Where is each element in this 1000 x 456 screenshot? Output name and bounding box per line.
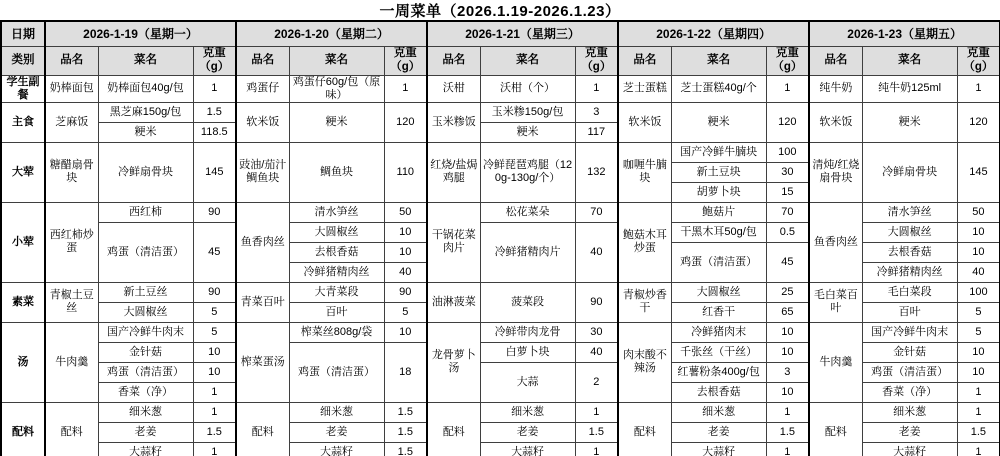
weight-cell-day-1: 118.5 <box>193 122 236 142</box>
dish-cell-day-3: 菠菜段 <box>480 282 575 322</box>
dish-cell-day-3: 白萝卜块 <box>480 342 575 362</box>
weight-cell-day-4: 1 <box>766 442 809 456</box>
weight-cell-day-4: 25 <box>766 282 809 302</box>
item-cell-day-3: 红烧/盐焗鸡腿 <box>427 142 480 202</box>
date-label-cell: 日期 <box>1 21 45 47</box>
date-header-row <box>1 21 1000 47</box>
dish-cell-day-4: 新土豆块 <box>671 162 766 182</box>
weight-cell-day-1: 90 <box>193 282 236 302</box>
menu-row <box>1 402 1000 422</box>
weight-cell-day-3: 132 <box>575 142 618 202</box>
weight-cell-day-3: 1 <box>575 402 618 422</box>
dish-cell-day-1: 大圆椒丝 <box>98 302 193 322</box>
dish-cell-day-3: 粳米 <box>480 122 575 142</box>
weight-cell-day-4: 65 <box>766 302 809 322</box>
dish-cell-day-4: 千张丝（干丝） <box>671 342 766 362</box>
dish-cell-day-4: 红香干 <box>671 302 766 322</box>
col-header-weight-day-5: 克重（g） <box>957 47 1000 76</box>
dish-cell-day-2: 鸡蛋（清洁蛋） <box>289 342 384 402</box>
weight-cell-day-5: 40 <box>957 262 1000 282</box>
item-cell-day-1: 青椒土豆丝 <box>45 282 98 322</box>
dish-cell-day-2: 大圆椒丝 <box>289 222 384 242</box>
category-cell: 配料 <box>1 402 45 456</box>
dish-cell-day-4: 胡萝卜块 <box>671 182 766 202</box>
weight-cell-day-2: 10 <box>384 242 427 262</box>
weight-cell-day-1: 5 <box>193 322 236 342</box>
dish-cell-day-4: 大圆椒丝 <box>671 282 766 302</box>
dish-cell-day-3: 冷鲜猪精肉片 <box>480 222 575 282</box>
weight-cell-day-5: 1 <box>957 75 1000 102</box>
item-cell-day-5: 毛白菜百叶 <box>809 282 862 322</box>
dish-cell-day-5: 老姜 <box>862 422 957 442</box>
weight-cell-day-2: 10 <box>384 222 427 242</box>
dish-cell-day-3: 大蒜籽 <box>480 442 575 456</box>
dish-cell-day-1: 西红柿 <box>98 202 193 222</box>
item-cell-day-2: 鸡蛋仔 <box>236 75 289 102</box>
item-cell-day-4: 软米饭 <box>618 102 671 142</box>
dish-cell-day-3: 松花菜朵 <box>480 202 575 222</box>
dish-cell-day-4: 细米葱 <box>671 402 766 422</box>
item-cell-day-5: 配料 <box>809 402 862 456</box>
dish-cell-day-2: 百叶 <box>289 302 384 322</box>
category-cell: 大荤 <box>1 142 45 202</box>
col-header-item-day-3: 品名 <box>427 47 480 76</box>
weight-cell-day-1: 10 <box>193 342 236 362</box>
dish-cell-day-3: 沃柑（个） <box>480 75 575 102</box>
col-header-dish-day-2: 菜名 <box>289 47 384 76</box>
dish-cell-day-2: 大蒜籽 <box>289 442 384 456</box>
weight-cell-day-2: 1.5 <box>384 442 427 456</box>
dish-cell-day-1: 粳米 <box>98 122 193 142</box>
category-cell: 汤 <box>1 322 45 402</box>
item-cell-day-4: 青椒炒香干 <box>618 282 671 322</box>
weight-cell-day-4: 10 <box>766 322 809 342</box>
date-header-day-4: 2026-1-22（星期四） <box>618 21 809 47</box>
dish-cell-day-2: 粳米 <box>289 102 384 142</box>
item-cell-day-2: 豉油/茄汁鲷鱼块 <box>236 142 289 202</box>
weight-cell-day-2: 18 <box>384 342 427 402</box>
dish-cell-day-1: 细米葱 <box>98 402 193 422</box>
weight-cell-day-3: 40 <box>575 342 618 362</box>
weight-cell-day-3: 1 <box>575 442 618 456</box>
weight-cell-day-1: 1 <box>193 402 236 422</box>
weight-cell-day-5: 10 <box>957 342 1000 362</box>
dish-cell-day-4: 干黑木耳50g/包 <box>671 222 766 242</box>
dish-cell-day-3: 老姜 <box>480 422 575 442</box>
weight-cell-day-2: 1 <box>384 75 427 102</box>
dish-cell-day-1: 金针菇 <box>98 342 193 362</box>
page-title: 一周菜单（2026.1.19-2026.1.23） <box>379 2 621 20</box>
category-cell: 学生副餐 <box>1 75 45 102</box>
menu-row <box>1 102 1000 122</box>
dish-cell-day-5: 国产冷鲜牛肉末 <box>862 322 957 342</box>
weight-cell-day-5: 10 <box>957 222 1000 242</box>
dish-cell-day-1: 奶棒面包40g/包 <box>98 75 193 102</box>
weight-cell-day-1: 10 <box>193 362 236 382</box>
item-cell-day-1: 西红柿炒蛋 <box>45 202 98 282</box>
weight-cell-day-4: 1 <box>766 75 809 102</box>
dish-cell-day-4: 去根香菇 <box>671 382 766 402</box>
dish-cell-day-5: 纯牛奶125ml <box>862 75 957 102</box>
dish-cell-day-3: 玉米糁150g/包 <box>480 102 575 122</box>
col-header-dish-day-4: 菜名 <box>671 47 766 76</box>
dish-cell-day-3: 大蒜 <box>480 362 575 402</box>
item-cell-day-3: 配料 <box>427 402 480 456</box>
weight-cell-day-3: 117 <box>575 122 618 142</box>
weight-cell-day-2: 1.5 <box>384 402 427 422</box>
menu-row <box>1 202 1000 222</box>
item-cell-day-4: 肉末酸不辣汤 <box>618 322 671 402</box>
dish-cell-day-1: 老姜 <box>98 422 193 442</box>
weight-cell-day-4: 100 <box>766 142 809 162</box>
weight-cell-day-2: 1.5 <box>384 422 427 442</box>
weight-cell-day-5: 10 <box>957 242 1000 262</box>
col-header-weight-day-3: 克重（g） <box>575 47 618 76</box>
col-header-dish-day-5: 菜名 <box>862 47 957 76</box>
dish-cell-day-1: 香菜（净） <box>98 382 193 402</box>
item-cell-day-1: 牛肉羹 <box>45 322 98 402</box>
dish-cell-day-2: 清水笋丝 <box>289 202 384 222</box>
weight-cell-day-5: 100 <box>957 282 1000 302</box>
weight-cell-day-3: 3 <box>575 102 618 122</box>
col-header-item-day-1: 品名 <box>45 47 98 76</box>
dish-cell-day-2: 细米葱 <box>289 402 384 422</box>
weight-cell-day-3: 70 <box>575 202 618 222</box>
date-header-day-1: 2026-1-19（星期一） <box>45 21 236 47</box>
item-cell-day-5: 牛肉羹 <box>809 322 862 402</box>
dish-cell-day-5: 毛白菜段 <box>862 282 957 302</box>
dish-cell-day-5: 粳米 <box>862 102 957 142</box>
menu-row <box>1 75 1000 102</box>
col-header-item-day-2: 品名 <box>236 47 289 76</box>
weight-cell-day-4: 70 <box>766 202 809 222</box>
dish-cell-day-4: 鲍菇片 <box>671 202 766 222</box>
weight-cell-day-4: 45 <box>766 242 809 282</box>
dish-cell-day-1: 黑芝麻150g/包 <box>98 102 193 122</box>
dish-cell-day-4: 国产冷鲜牛腩块 <box>671 142 766 162</box>
item-cell-day-3: 油淋菠菜 <box>427 282 480 322</box>
weight-cell-day-3: 2 <box>575 362 618 402</box>
weight-cell-day-2: 5 <box>384 302 427 322</box>
item-cell-day-4: 鲍菇木耳炒蛋 <box>618 202 671 282</box>
dish-cell-day-3: 冷鲜带肉龙骨 <box>480 322 575 342</box>
dish-cell-day-5: 香菜（净） <box>862 382 957 402</box>
menu-row <box>1 322 1000 342</box>
weight-cell-day-5: 145 <box>957 142 1000 202</box>
item-cell-day-3: 玉米糁饭 <box>427 102 480 142</box>
weight-cell-day-1: 1 <box>193 442 236 456</box>
dish-cell-day-4: 大蒜籽 <box>671 442 766 456</box>
dish-cell-day-4: 粳米 <box>671 102 766 142</box>
weight-cell-day-3: 90 <box>575 282 618 322</box>
item-cell-day-5: 纯牛奶 <box>809 75 862 102</box>
dish-cell-day-5: 百叶 <box>862 302 957 322</box>
dish-cell-day-5: 金针菇 <box>862 342 957 362</box>
item-cell-day-2: 青菜百叶 <box>236 282 289 322</box>
weight-cell-day-2: 50 <box>384 202 427 222</box>
dish-cell-day-3: 细米葱 <box>480 402 575 422</box>
item-cell-day-4: 咖喱牛腩块 <box>618 142 671 202</box>
dish-cell-day-3: 冷鲜琵琶鸡腿（120g-130g/个） <box>480 142 575 202</box>
dish-cell-day-5: 去根香菇 <box>862 242 957 262</box>
menu-table <box>0 20 1000 456</box>
category-label-cell: 类别 <box>1 47 45 76</box>
weight-cell-day-3: 30 <box>575 322 618 342</box>
dish-cell-day-2: 榨菜丝808g/袋 <box>289 322 384 342</box>
dish-cell-day-5: 鸡蛋（清洁蛋） <box>862 362 957 382</box>
weight-cell-day-5: 10 <box>957 362 1000 382</box>
weight-cell-day-4: 1.5 <box>766 422 809 442</box>
item-cell-day-2: 鱼香肉丝 <box>236 202 289 282</box>
weight-cell-day-5: 1 <box>957 442 1000 456</box>
dish-cell-day-2: 鲷鱼块 <box>289 142 384 202</box>
weight-cell-day-1: 5 <box>193 302 236 322</box>
weight-cell-day-1: 1.5 <box>193 102 236 122</box>
weight-cell-day-4: 15 <box>766 182 809 202</box>
col-header-weight-day-4: 克重（g） <box>766 47 809 76</box>
weight-cell-day-1: 1 <box>193 75 236 102</box>
date-header-day-3: 2026-1-21（星期三） <box>427 21 618 47</box>
dish-cell-day-2: 冷鲜猪精肉丝 <box>289 262 384 282</box>
dish-cell-day-5: 大蒜籽 <box>862 442 957 456</box>
menu-table-body <box>1 75 1000 456</box>
weight-cell-day-5: 5 <box>957 322 1000 342</box>
item-cell-day-4: 配料 <box>618 402 671 456</box>
weight-cell-day-2: 90 <box>384 282 427 302</box>
dish-cell-day-4: 冷鲜猪肉末 <box>671 322 766 342</box>
weight-cell-day-2: 120 <box>384 102 427 142</box>
category-cell: 主食 <box>1 102 45 142</box>
weight-cell-day-5: 5 <box>957 302 1000 322</box>
col-header-item-day-5: 品名 <box>809 47 862 76</box>
weight-cell-day-1: 90 <box>193 202 236 222</box>
weight-cell-day-5: 1.5 <box>957 422 1000 442</box>
dish-cell-day-2: 去根香菇 <box>289 242 384 262</box>
dish-cell-day-5: 大圆椒丝 <box>862 222 957 242</box>
dish-cell-day-1: 鸡蛋（清洁蛋） <box>98 222 193 282</box>
dish-cell-day-1: 冷鲜扇骨块 <box>98 142 193 202</box>
item-cell-day-5: 清炖/红烧扇骨块 <box>809 142 862 202</box>
date-header-day-5: 2026-1-23（星期五） <box>809 21 1000 47</box>
weight-cell-day-4: 0.5 <box>766 222 809 242</box>
col-header-dish-day-1: 菜名 <box>98 47 193 76</box>
weight-cell-day-4: 120 <box>766 102 809 142</box>
category-cell: 素菜 <box>1 282 45 322</box>
weight-cell-day-1: 1 <box>193 382 236 402</box>
dish-cell-day-5: 清水笋丝 <box>862 202 957 222</box>
dish-cell-day-5: 冷鲜扇骨块 <box>862 142 957 202</box>
weight-cell-day-1: 1.5 <box>193 422 236 442</box>
weight-cell-day-5: 120 <box>957 102 1000 142</box>
weight-cell-day-4: 10 <box>766 342 809 362</box>
weight-cell-day-5: 50 <box>957 202 1000 222</box>
dish-cell-day-4: 红薯粉条400g/包 <box>671 362 766 382</box>
dish-cell-day-4: 鸡蛋（清洁蛋） <box>671 242 766 282</box>
item-cell-day-2: 配料 <box>236 402 289 456</box>
weight-cell-day-4: 1 <box>766 402 809 422</box>
dish-cell-day-5: 冷鲜猪精肉丝 <box>862 262 957 282</box>
dish-cell-day-4: 老姜 <box>671 422 766 442</box>
dish-cell-day-1: 鸡蛋（清洁蛋） <box>98 362 193 382</box>
weight-cell-day-2: 40 <box>384 262 427 282</box>
menu-row <box>1 282 1000 302</box>
dish-cell-day-4: 芝士蛋糕40g/个 <box>671 75 766 102</box>
dish-cell-day-1: 新土豆丝 <box>98 282 193 302</box>
item-cell-day-5: 鱼香肉丝 <box>809 202 862 282</box>
item-cell-day-1: 配料 <box>45 402 98 456</box>
dish-cell-day-5: 细米葱 <box>862 402 957 422</box>
col-header-weight-day-2: 克重（g） <box>384 47 427 76</box>
date-header-day-2: 2026-1-20（星期二） <box>236 21 427 47</box>
weight-cell-day-4: 3 <box>766 362 809 382</box>
item-cell-day-3: 干锅花菜肉片 <box>427 202 480 282</box>
weight-cell-day-5: 1 <box>957 382 1000 402</box>
item-cell-day-3: 沃柑 <box>427 75 480 102</box>
weight-cell-day-5: 1 <box>957 402 1000 422</box>
col-header-weight-day-1: 克重（g） <box>193 47 236 76</box>
weight-cell-day-3: 1 <box>575 75 618 102</box>
item-cell-day-5: 软米饭 <box>809 102 862 142</box>
weight-cell-day-3: 1.5 <box>575 422 618 442</box>
weight-cell-day-3: 40 <box>575 222 618 282</box>
item-cell-day-1: 糖醋扇骨块 <box>45 142 98 202</box>
menu-row <box>1 142 1000 162</box>
weight-cell-day-4: 30 <box>766 162 809 182</box>
item-cell-day-2: 软米饭 <box>236 102 289 142</box>
category-cell: 小荤 <box>1 202 45 282</box>
item-cell-day-3: 龙骨萝卜汤 <box>427 322 480 402</box>
weight-cell-day-2: 10 <box>384 322 427 342</box>
weight-cell-day-1: 145 <box>193 142 236 202</box>
weight-cell-day-2: 110 <box>384 142 427 202</box>
dish-cell-day-1: 国产冷鲜牛肉末 <box>98 322 193 342</box>
col-header-dish-day-3: 菜名 <box>480 47 575 76</box>
item-cell-day-1: 芝麻饭 <box>45 102 98 142</box>
dish-cell-day-2: 大青菜段 <box>289 282 384 302</box>
weight-cell-day-4: 10 <box>766 382 809 402</box>
col-header-item-day-4: 品名 <box>618 47 671 76</box>
weight-cell-day-1: 45 <box>193 222 236 282</box>
dish-cell-day-1: 大蒜籽 <box>98 442 193 456</box>
dish-cell-day-2: 鸡蛋仔60g/包（原味） <box>289 75 384 102</box>
dish-cell-day-2: 老姜 <box>289 422 384 442</box>
item-cell-day-1: 奶棒面包 <box>45 75 98 102</box>
column-header-row <box>1 47 1000 76</box>
item-cell-day-2: 榨菜蛋汤 <box>236 322 289 402</box>
item-cell-day-4: 芝士蛋糕 <box>618 75 671 102</box>
